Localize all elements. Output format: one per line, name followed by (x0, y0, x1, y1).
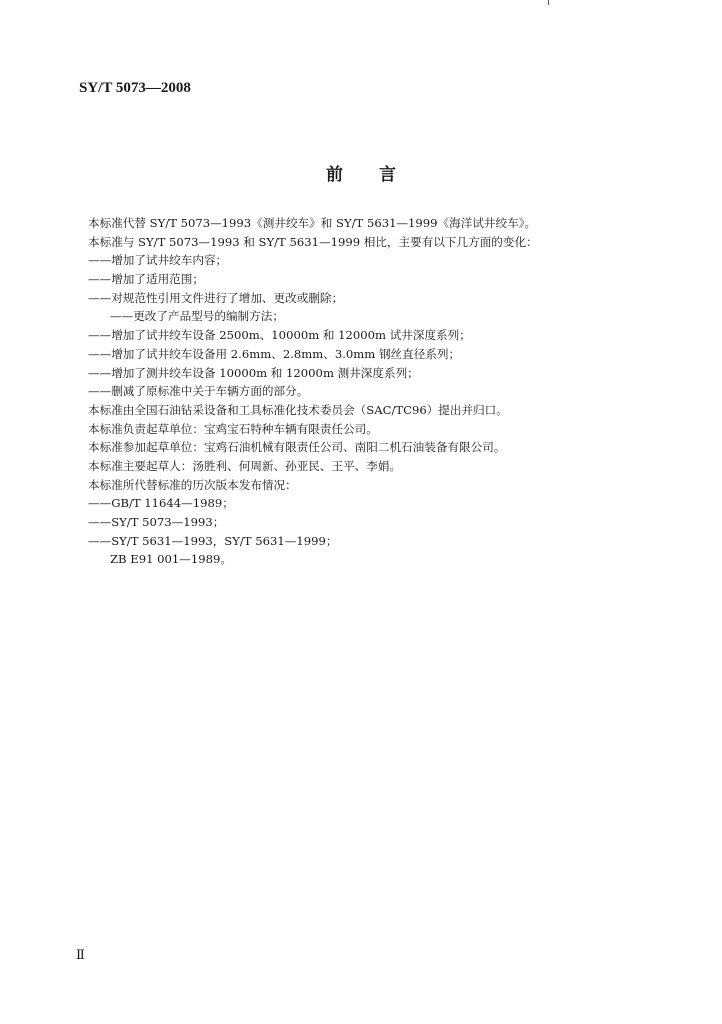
foreword-line: ——SY/T 5073—1993； (88, 515, 225, 529)
foreword-line: 本标准主要起草人：汤胜利、何周新、孙亚民、王平、李娟。 (88, 458, 402, 473)
foreword-line: 本标准所代替标准的历次版本发布情况： (88, 477, 297, 492)
page-number: Ⅱ (76, 947, 85, 962)
standard-code: SY/T 5073—2008 (79, 80, 191, 96)
foreword-line: ZB E91 001—1989。 (110, 552, 232, 567)
foreword-line: 本标准与 SY/T 5073—1993 和 SY/T 5631—1999 相比，主要有以下几方面的变化： (88, 234, 538, 249)
foreword-line: ——对规范性引用文件进行了增加、更改或删除； (88, 290, 344, 305)
foreword-line: 本标准负责起草单位：宝鸡宝石特种车辆有限责任公司。 (88, 421, 378, 436)
foreword-line: ——增加了适用范围； (88, 272, 204, 287)
foreword-line: ——SY/T 5631—1993，SY/T 5631—1999； (88, 533, 338, 548)
foreword-line: 本标准参加起草单位：宝鸡石油机械有限责任公司、南阳二机石油装备有限公司。 (88, 440, 506, 455)
foreword-line: 本标准代替 SY/T 5073—1993《测井绞车》和 SY/T 5631—1999《海洋试井绞车》。 (88, 216, 537, 230)
page-title: 前言 (326, 165, 432, 185)
foreword-line: ——增加了测井绞车设备 10000m 和 12000m 测井深度系列； (88, 365, 419, 380)
foreword-line: ——更改了产品型号的编制方法； (110, 309, 284, 324)
foreword-line: ——增加了试井绞车设备用 2.6mm、2.8mm、3.0mm 钢丝直径系列； (88, 346, 461, 361)
corner-mark (548, 0, 549, 5)
foreword-body (88, 214, 688, 569)
foreword-line: ——增加了试井绞车设备 2500m、10000m 和 12000m 试井深度系列； (88, 328, 471, 343)
foreword-line: ——GB/T 11644—1989； (88, 496, 234, 511)
foreword-line: 本标准由全国石油钻采设备和工具标准化技术委员会（SAC/TC96）提出并归口。 (88, 402, 508, 417)
foreword-line: ——删减了原标准中关于车辆方面的部分。 (88, 384, 309, 399)
foreword-line: ——增加了试井绞车内容； (88, 253, 228, 268)
